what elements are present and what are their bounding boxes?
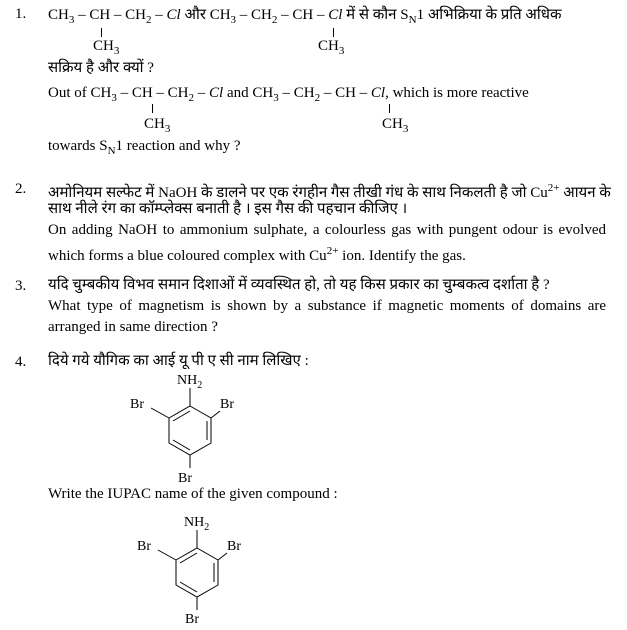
bromo-left-label: Br xyxy=(137,539,151,554)
q1-hindi-line-1: $CH_3$ – CH – $CH_2$ – Cl और $CH_3 - CH_2$ – CH – Cl में से कौन $S_N1$ अभिक्रिया के प्रति अधिक xyxy=(48,7,562,26)
question-3-number: 3. xyxy=(15,278,27,294)
methyl-branch: $CH_3$ xyxy=(382,116,409,135)
tribromoaniline-structure-1 xyxy=(110,368,270,488)
bromo-right-label: Br xyxy=(227,539,241,554)
benzene-ring xyxy=(169,406,211,455)
tribromoaniline-structure-2 xyxy=(117,510,277,630)
q2-hindi-line-2: साथ नीले रंग का कॉम्प्लेक्स बनाती है । इस गैस की पहचान कीजिए । xyxy=(48,201,408,217)
q3-english: What type of magnetism is shown by a substance if magnetic moments of domains are arranged in same direction ? xyxy=(48,298,606,335)
q1-english-line-1: Out of $CH_3$ – CH – $CH_2$ – Cl and $CH_3 - CH_2$ – CH – Cl, which is more reactive xyxy=(48,85,529,104)
double-bond xyxy=(180,582,197,592)
bromo-left-label: Br xyxy=(130,397,144,412)
amino-group-label: $NH_2$ xyxy=(177,373,203,391)
q3-hindi: यदि चुम्बकीय विभव समान दिशाओं में व्यवस्थित हो, तो यह किस प्रकार का चुम्बकत्व दर्शाता है ? xyxy=(48,277,550,293)
q1-hindi-line-2: सक्रिय है और क्यों ? xyxy=(48,60,154,76)
double-bond xyxy=(173,440,190,450)
bond-line xyxy=(211,411,220,418)
amino-group-label: $NH_2$ xyxy=(184,515,210,533)
q2-english: On adding NaOH to ammonium sulphate, a colourless gas with pungent odour is evolved which forms a blue coloured complex with $Cu^{2+}$ ion. Identify the gas. xyxy=(48,222,606,264)
double-bond xyxy=(180,553,197,563)
branch-bond xyxy=(389,104,390,113)
bromo-bottom-label: Br xyxy=(185,612,199,627)
q4-hindi: दिये गये यौगिक का आई यू पी ए सी नाम लिखिए : xyxy=(48,353,309,369)
bond-line xyxy=(218,553,227,560)
methyl-branch: $CH_3$ xyxy=(93,38,120,57)
q4-english: Write the IUPAC name of the given compound : xyxy=(48,486,338,502)
double-bond xyxy=(173,411,190,421)
bond-line xyxy=(151,408,169,418)
bromo-bottom-label: Br xyxy=(178,471,192,486)
branch-bond xyxy=(101,28,102,37)
bond-line xyxy=(158,550,176,560)
question-1-number: 1. xyxy=(15,6,27,22)
q1-english-line-2: towards $S_N1$ reaction and why ? xyxy=(48,138,241,157)
bromo-right-label: Br xyxy=(220,397,234,412)
question-2-number: 2. xyxy=(15,181,27,197)
benzene-ring xyxy=(176,548,218,597)
methyl-branch: $CH_3$ xyxy=(144,116,171,135)
q2-hindi-line-1: अमोनियम सल्फेट में NaOH के डालने पर एक रंगहीन गैस तीखी गंध के साथ निकलती है जो $Cu^{2+}$ आयन के xyxy=(48,182,611,201)
branch-bond xyxy=(333,28,334,37)
branch-bond xyxy=(152,104,153,113)
question-4-number: 4. xyxy=(15,354,27,370)
methyl-branch: $CH_3$ xyxy=(318,38,345,57)
